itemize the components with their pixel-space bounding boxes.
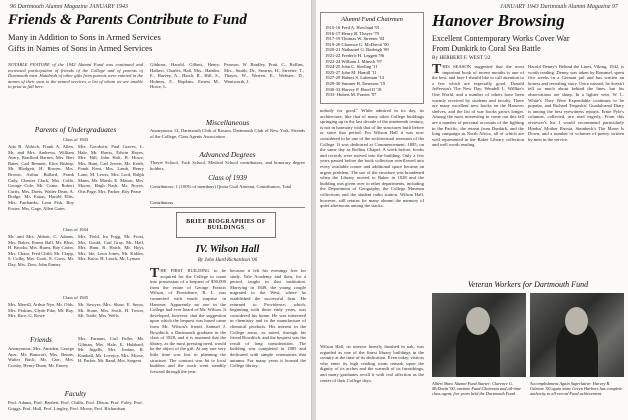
name-list: Gibbons, Harold, Gilbert, Henry, Halbert, Charles, Hall, Mrs., Hamlin, E., Harvey, A., Hatch, R., Hill, S., Holmes, F., Hopkins, Ernest M., Howe, L. bbox=[150, 62, 220, 90]
article-subtitle: IV. Wilson Hall bbox=[195, 244, 260, 255]
running-head-right: JANUARY 1943 Dartmouth Alumni Magazine 97 bbox=[500, 4, 618, 10]
section-heading-friends: Friends bbox=[30, 336, 52, 344]
class-label-1943: Class of 1943 bbox=[62, 137, 89, 142]
name-list: Mrs. Goodwin, Paul Graves, L. Hale, Mr. Harris, Edwin Hayes, Mrs. Hill, John Holt, R. Howe, Mrs. Hunt, Carl Jewett, Mr. Keith, Frank Kent, Mrs. Lamb, Henry Lane, M. Lewis, Mrs. Lord, Ralph Mann, Mr. Marsh, E. Mason, Mrs. Moore, Hugh Nash, Mr. Noyes, Otis Page, Mrs. Parker, Roy Pease bbox=[78, 144, 144, 194]
chairman-row: 1927-29 Hubert S. Lakeman '14 bbox=[325, 75, 384, 81]
chairmen-heading: Alumni Fund Chairmen bbox=[341, 16, 403, 23]
deck-left-2: Gifts in Names of Sons in Armed Services bbox=[8, 43, 153, 53]
page-title-left: Friends & Parents Contribute to Fund bbox=[8, 12, 247, 28]
article-body: Harold Denny's Behind the Lines, Viking, 1942, is worth reading. Denny was taken by Rommel, spent five weeks in a German jail and has written an honest and revealing story. Once missed, he doesn't tell so much about behind the lines, but his observations are sharp. In a lighter vein, W. L. White's They Were Expendable continues to be popular, and Richard Tregaskis' Guadalcanal Diary is among the best eyewitness reports. Ernie Pyle's columns, collected, are read eagerly. From this reviewer's list I would recommend particularly Hindus' Mother Russia, Steinbeck's The Moon Is Down, and a number of volumes of poetry written by men in the service. bbox=[528, 64, 624, 142]
feature-box: BRIEF BIOGRAPHIES OF BUILDINGS bbox=[176, 212, 276, 238]
chairmen-box bbox=[320, 12, 424, 104]
chairman-row: 1922-24 William J. Minsch '97 bbox=[325, 58, 382, 64]
article-body: because it left his evenings free for study. Yale Academy and then, for a period, taught in that institution. Marrying in 1849, the young couple migrated to the West, where he established the successful firm. He returned to Providence, which, beginning with those early years, was considered his home. He was interested in chemistry and in the manufacture of chemical products. His interest in the College arose, as noted, through his friend Bowditch, and the bequest was the result of long consideration. The building was completed in 1885 and dedicated with simple ceremonies that autumn. For many years it housed the College library. bbox=[230, 268, 306, 369]
chairman-row: 1915-16 Fred A. Howland '91 bbox=[325, 25, 380, 30]
class-heading: Class of 1939 bbox=[208, 174, 247, 182]
chairman-row: 1924-25 John C. Sterling '11 bbox=[325, 64, 378, 70]
left-page bbox=[0, 0, 312, 420]
class-label-1945: Class of 1945 bbox=[62, 295, 89, 300]
right-page bbox=[316, 0, 628, 420]
name-list: Mr. Sawyer, Mrs. Shaw, E. Snow, Mr. Stone, Mrs. Swift, H. Tower, Mr. Tuttle, Mrs. Wells bbox=[78, 302, 144, 319]
photo-gilmore bbox=[530, 293, 624, 377]
name-list: Thayer School, Tuck School, Medical School contributors, and honorary degree holders. bbox=[150, 160, 305, 171]
running-head-left: 96 Dartmouth Alumni Magazine JANUARY 1943 bbox=[10, 4, 128, 10]
article-body: THE FIRST BUILDING to be acquired for the College to come into possession of a bequest of $50,000 from the estate of George Francis Wilson, of Providence, R. I., was connected with much surprise in Hanover. Apparently no one in the College had ever heard of Mr. Wilson. It developed, however, that the suggestion upon which the bequest was based came from Mr. Wilson's friend, Samuel J. Bowditch, a Dartmouth graduate in the class of 1828, and it is assumed that the library, as the most pressing need, would be the object of the gift. At any rate very little time was lost in planning the structure. The contract was let to local builders and the work went steadily forward through the year. bbox=[150, 268, 226, 374]
deck-right-2: From Dunkirk to Coral Sea Battle bbox=[432, 44, 541, 53]
name-list: Pearson, W. Bradley, Pratt, C., Rollins, Mrs., Smith, Dr., Stearns, H., Streeter, T., Thayer, W., Warren, E., Webster, D., Wentworth, J. bbox=[224, 62, 304, 84]
adv-degrees-heading: Advanced Degrees bbox=[199, 150, 256, 159]
name-list: Anonymous, Mrs. Amsden, George Ayer, Mr. Bancroft, Mrs. Bemis, Walter Buck, Mr. Carr, Mrs. Crosby, Henry Dunn, Mr. Emery bbox=[8, 346, 74, 368]
contributors-label: Contributors bbox=[150, 200, 174, 205]
caption-right: Accomplishment Again Superlative: Harvey R. Gilmore '00 again some Green Harbors has complete authority in all-record Fund achievement. bbox=[530, 381, 623, 397]
section-heading-faculty: Faculty bbox=[64, 390, 87, 398]
browsing-byline: By HERBERT F. WEST '22 bbox=[432, 55, 491, 61]
veterans-heading: Veteran Workers for Dartmouth Fund bbox=[467, 280, 589, 289]
misc-heading: Miscellaneous bbox=[205, 118, 250, 127]
article-body: nobody for good." While admired in its day, its architecture, like that of many other College buildings springing up in the last decade of the nineteenth century, is not in harmony with that of the structures built before or since that period. For Wilson Hall it was now considered to be one of the architectural treasures of the College. It was dedicated at Commencement, 1885, on the same day as Rollins Chapel. A week before, books and records were moved into the building. Only a few years passed before the book collection overflowed into every available corner and additional space became an urgent problem. The use of the structure was broadened when the Library moved to Baker in 1928 and the building was given over to other departments, including the Department of Geography, the College Museum collections and the student radio station. Wilson Hall, however, still retains for many alumni the memory of quiet afternoons among the stacks. bbox=[320, 108, 424, 209]
name-list: Contributors: 1 (100% of members) Quota Goal Amount, Contributors, Total bbox=[150, 184, 292, 189]
deck-right-1: Excellent Contemporary Works Cover War bbox=[432, 34, 570, 43]
chairman-row: 1917-19 Thomas W. Streeter '04 bbox=[325, 36, 385, 42]
chairman-row: 1930-33 Harvey P. Hood II '18 bbox=[325, 86, 382, 92]
name-list: Anonymous 12, Dartmouth Club of Boston, Dartmouth Club of New York, Friends of the College, Class Agents Association bbox=[150, 128, 305, 139]
chairman-row: 1920-21 Nathaniel G. Burleigh '89 bbox=[325, 47, 389, 53]
divider bbox=[150, 207, 305, 208]
article-body: Wilson Hall, its interior heavily finished in oak, was regarded as one of the finest library buildings in the country at the time of its dedication. Even today, visitors who enter its high reading room remark upon the dignity of its arches and the warmth of its furnishings, and many graduates recall it with real affection as the center of their College days. bbox=[320, 344, 424, 383]
chairman-row: 1925-27 John M. Hamill '11 bbox=[325, 69, 377, 75]
name-list: Ada B. Aldrich, Frank A. Allen, Mr. and Mrs. Andrews, William Avery, Bradford Barnes, Mrs. Bert Bates, Carl Bennett, Eliot Bishop, Mr. Blodgett, H. Bowen, Mrs. Brown, Arthur Bullard, Frank Cady, Chester Clark, Mrs. Cobb, George Cole, Mr. Crane, Robert Curtis, Mrs. Davis, Walter Dean, A. Dodge, Mr. Eaton, Harold Ellis, Mrs. Fairbanks, Leon Fisk, Roy Foster, Mrs. Gage, Allen Gates bbox=[8, 144, 74, 211]
photo-mcdavitt bbox=[432, 293, 526, 377]
chairman-row: 1919-20 Clarence G. McDavitt '00 bbox=[325, 41, 389, 47]
chairman-row: 1933- Hubert M. Frasier '97 bbox=[325, 92, 377, 98]
name-list: Mrs. Merrill, Arthur Nye, Mr. Olds, Mrs. Perkins, Clyde Pike, Mr. Ray, Mrs. Rice, G. Rowe bbox=[8, 302, 74, 319]
article-byline: By John Hurd Richardson '06 bbox=[197, 258, 258, 263]
article-body: THIS SEASON suggested that the most important book of recent months is one of the best, and here I should like to call attention to a few which are especially good. Donald Jefferson's The New Day, Wendell L. Willkie's One World, and a number of others have been warmly received by students and faculty. There are many excellent new books on the Hanover shelves, and the list of war books grows longer. Among the most interesting to come out this fall are a number of personal accounts of the fighting in the Pacific, the retreat from Dunkirk, and the long campaign in North Africa, all of which are well represented in the Baker Library collection and well worth reading. bbox=[432, 64, 524, 148]
name-list: Mr. and Mrs. Abbott, C. Adams, Mrs. Baker, Ernest Ball, Mr. Bliss, H. Brooks, Mrs. Burns, Ray Carter, Mrs. Chase, Fred Child, Mr. Clapp, S. Colby, Mrs. Cook, E. Cross, Mr. Day, Mrs. Dow, John Eames bbox=[8, 234, 74, 267]
chairman-row: 1921-22 Frederic H. Leggett '96 bbox=[325, 52, 385, 58]
caption-left: Albert Shaw Alumni Fund Starter: Clarence G. McDavitt '00, onetime Fund Chairman and all-time class agent, five years held the Dartmouth Fund. bbox=[432, 381, 521, 397]
name-list: Mrs. Farnum, Carl Fuller, Mr. Gilman, Mrs. Hale, E. Hubbard, Mr. Ingalls, Mrs. Jordan, R. Kimball, Mr. Lovejoy, Mrs. Morse, H. Parker, Mr. Rand, Mrs. Sargent bbox=[78, 336, 144, 364]
name-list: Mrs. Field, Ira Fogg, Mr. Frost, Mrs. Gould, Carl Gray, Mr. Hall, Mrs. Ham, R. Hatch, Mr. Hoyt, Mrs. Ide, Leon Jones, Mr. Kidder, Mrs. Knox, H. Leach, Mr. Lyman bbox=[78, 234, 144, 262]
section-heading-parents: Parents of Undergraduates bbox=[34, 125, 117, 134]
deck-left-1: Many in Addition to Sons in Armed Services bbox=[8, 32, 161, 42]
class-label-1944: Class of 1944 bbox=[62, 227, 89, 232]
name-list: Prof. Adams, Prof. Bartlett, Prof. Childs, Prof. Dixon, Prof. Foley, Prof. Griggs, Prof. Hull, Prof. Lingley, Prof. Morse, Prof. Richardson bbox=[8, 400, 143, 411]
chairman-row: 1916-17 Henry B. Thayer '79 bbox=[325, 30, 379, 36]
intro-paragraph: NOTABLE FEATURE of the 1942 Alumni Fund was continued and increased participation of friends of the College and of parents of Dartmouth men. Hundreds of other gifts from parents were entered in the names of their sons in the armed services, a list of whom we are unable to print in full here. bbox=[8, 62, 143, 90]
chairman-row: 1929-30 Sumner B. Emerson '19 bbox=[325, 80, 386, 86]
page-title-right: Hanover Browsing bbox=[432, 11, 565, 30]
